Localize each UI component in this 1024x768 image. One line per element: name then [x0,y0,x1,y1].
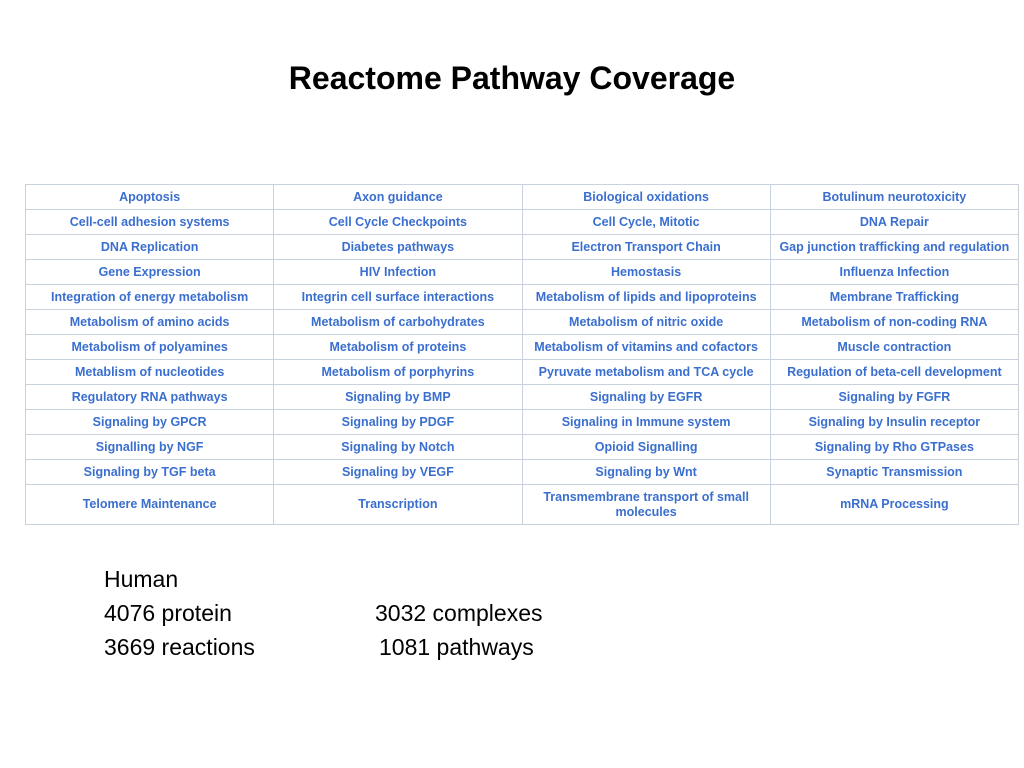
table-row [26,185,1019,210]
table-cell: Signaling by EGFR [522,385,770,410]
table-row [26,385,1019,410]
table-cell: Telomere Maintenance [26,485,274,525]
table-row [26,310,1019,335]
table-cell: Metabolism of amino acids [26,310,274,335]
table-cell: Signaling by BMP [274,385,522,410]
table-cell: Hemostasis [522,260,770,285]
pathway-table [25,184,1019,525]
table-cell: Gene Expression [26,260,274,285]
stats-row [104,596,543,630]
table-cell: Metabolism of carbohydrates [274,310,522,335]
table-row [26,235,1019,260]
table-cell: Signalling by NGF [26,435,274,460]
table-cell: Signaling by Notch [274,435,522,460]
table-cell: Signaling by FGFR [770,385,1018,410]
table-cell: Signaling by Rho GTPases [770,435,1018,460]
table-cell: DNA Replication [26,235,274,260]
table-cell: Integrin cell surface interactions [274,285,522,310]
table-row [26,335,1019,360]
table-cell: Axon guidance [274,185,522,210]
stats-row [104,562,255,596]
table-cell: Membrane Trafficking [770,285,1018,310]
table-cell: Regulatory RNA pathways [26,385,274,410]
table-cell: Regulation of beta-cell development [770,360,1018,385]
table-cell: mRNA Processing [770,485,1018,525]
table-cell: Electron Transport Chain [522,235,770,260]
table-cell: Metabolism of nitric oxide [522,310,770,335]
table-cell: Cell Cycle Checkpoints [274,210,522,235]
table-row [26,460,1019,485]
table-cell: Metabolism of vitamins and cofactors [522,335,770,360]
table-cell: HIV Infection [274,260,522,285]
table-cell: Metabolism of porphyrins [274,360,522,385]
table-cell: Metabolism of lipids and lipoproteins [522,285,770,310]
table-cell: Pyruvate metabolism and TCA cycle [522,360,770,385]
table-cell: Signaling by VEGF [274,460,522,485]
pathway-table-body [26,185,1019,525]
table-cell: Signaling in Immune system [522,410,770,435]
table-cell: Signaling by Insulin receptor [770,410,1018,435]
table-row [26,260,1019,285]
table-cell: Influenza Infection [770,260,1018,285]
table-cell: Metablism of nucleotides [26,360,274,385]
table-row [26,210,1019,235]
table-cell: Integration of energy metabolism [26,285,274,310]
table-row [26,410,1019,435]
table-cell: Biological oxidations [522,185,770,210]
table-cell: Gap junction trafficking and regulation [770,235,1018,260]
table-row [26,485,1019,525]
slide-title: Reactome Pathway Coverage [288,60,736,96]
table-cell: Botulinum neurotoxicity [770,185,1018,210]
reaction-count: 3669 reactions [104,634,255,660]
table-cell: Signaling by Wnt [522,460,770,485]
table-cell: Metabolism of polyamines [26,335,274,360]
table-cell: Transcription [274,485,522,525]
table-row [26,435,1019,460]
table-cell: Apoptosis [26,185,274,210]
table-cell: Diabetes pathways [274,235,522,260]
table-cell: Signaling by TGF beta [26,460,274,485]
table-cell: DNA Repair [770,210,1018,235]
table-cell: Metabolism of proteins [274,335,522,360]
protein-count: 4076 protein [104,600,232,626]
table-cell: Cell-cell adhesion systems [26,210,274,235]
table-row [26,285,1019,310]
stats-block [104,562,543,664]
table-cell: Signaling by PDGF [274,410,522,435]
stats-row [104,630,534,664]
pathway-count: 1081 pathways [379,634,534,660]
table-cell: Cell Cycle, Mitotic [522,210,770,235]
table-cell: Synaptic Transmission [770,460,1018,485]
table-cell: Transmembrane transport of small molecules [522,485,770,525]
table-cell: Metabolism of non-coding RNA [770,310,1018,335]
complex-count: 3032 complexes [375,600,543,626]
table-row [26,360,1019,385]
table-cell: Muscle contraction [770,335,1018,360]
table-cell: Opioid Signalling [522,435,770,460]
organism-label: Human [104,566,179,592]
table-cell: Signaling by GPCR [26,410,274,435]
